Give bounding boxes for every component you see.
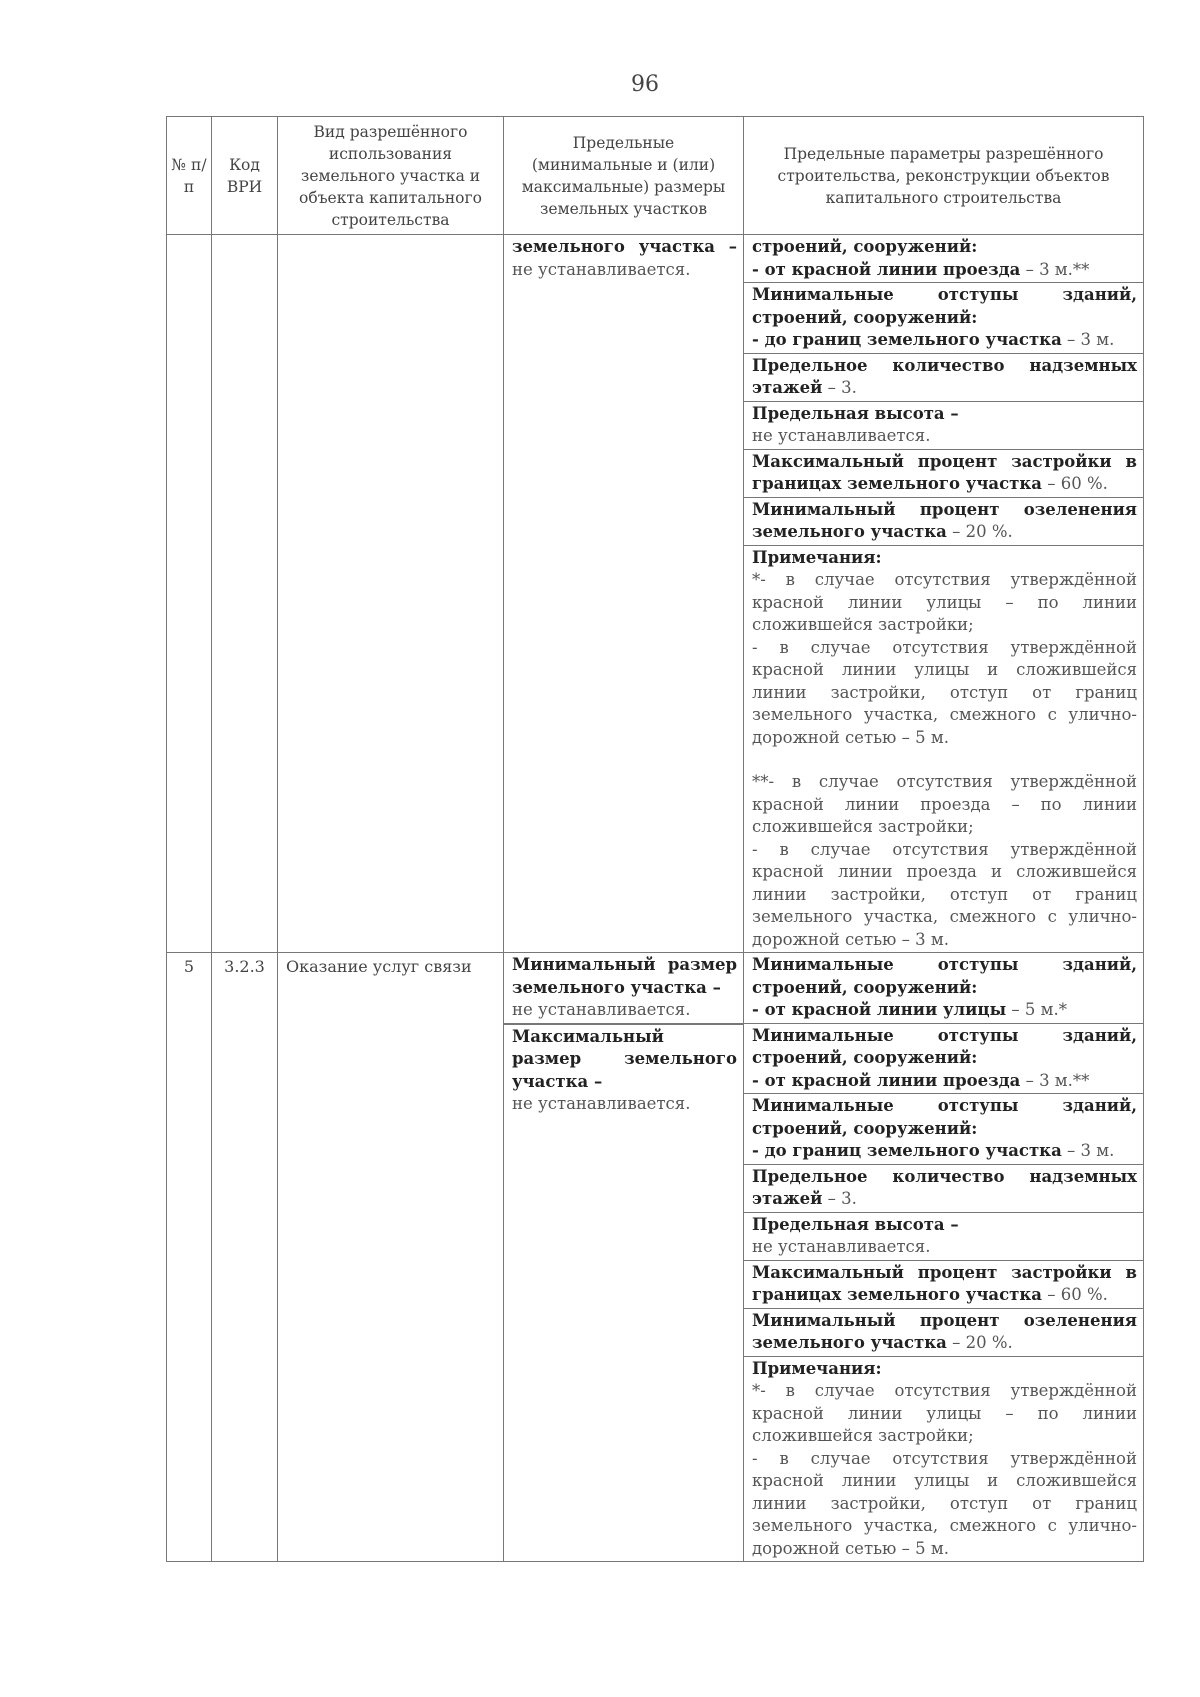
param-label: Предельная высота – — [752, 403, 959, 423]
param-value: не устанавливается. — [752, 426, 931, 445]
vri-cell — [278, 235, 504, 953]
notes-block — [744, 1356, 1143, 1562]
param-label: строений, сооружений: — [752, 237, 978, 256]
note-text: *- в случае отсутствия утверждённой красной линии улицы – по линии сложившейся застройки; — [752, 570, 1137, 634]
params-cell — [744, 953, 1144, 1562]
param-block — [744, 1308, 1143, 1356]
param-label: Предельная высота – — [752, 1214, 959, 1234]
param-value: не устанавливается. — [752, 1237, 931, 1256]
param-label: Минимальные отступы зданий, строений, сооружений: — [752, 1025, 1137, 1067]
param-label: Минимальный процент озеленения земельного участка — [752, 1310, 1137, 1352]
param-label: Минимальные отступы зданий, строений, сооружений: — [752, 955, 1137, 997]
param-label: - от красной линии проезда — [752, 1070, 1021, 1090]
note-text — [752, 749, 1137, 771]
params-cell — [744, 235, 1144, 953]
param-label: Максимальный процент застройки в границах земельного участка — [752, 451, 1137, 493]
num-cell — [167, 235, 212, 953]
header-params: Предельные параметры разрешённого строительства, реконструкции объектов капитального строительства — [744, 117, 1144, 235]
notes-block — [744, 545, 1143, 953]
param-block — [744, 353, 1143, 401]
param-label: Предельное количество надземных этажей — [752, 1166, 1137, 1208]
size-cell — [504, 235, 744, 953]
param-label: Предельное количество надземных этажей — [752, 355, 1137, 397]
param-value: – 3 м. — [1061, 330, 1115, 349]
table-row-continued — [167, 235, 1144, 953]
param-block — [744, 401, 1143, 449]
param-label: Минимальные отступы зданий, строений, сооружений: — [752, 1096, 1137, 1138]
header-code: Код ВРИ — [212, 117, 278, 235]
param-block — [744, 1212, 1143, 1260]
vri-name: Оказание услуг связи — [278, 953, 504, 1562]
param-value: – 60 %. — [1041, 1285, 1108, 1304]
note-text: *- в случае отсутствия утверждённой красной линии улицы – по линии сложившейся застройки; — [752, 1381, 1137, 1445]
size-value: не устанавливается. — [512, 1000, 691, 1019]
param-block — [744, 953, 1143, 1023]
param-value: – 3 м.** — [1020, 1070, 1090, 1090]
param-value: – 5 м.* — [1006, 1000, 1067, 1019]
size-value: не устанавливается. — [512, 259, 691, 279]
param-block — [744, 1093, 1143, 1164]
param-value: – 3 м. — [1061, 1141, 1115, 1160]
notes-title: Примечания: — [752, 547, 882, 567]
note-text: - в случае отсутствия утверждённой красной линии улицы и сложившейся линии застройки, отступ от границ земельного участка, смежного с улично-дорожной сетью – 5 м. — [752, 637, 1137, 747]
row-number: 5 — [167, 953, 212, 1562]
param-block — [744, 449, 1143, 497]
page-number: 96 — [631, 72, 659, 97]
size-block — [504, 953, 743, 1024]
size-label: Минимальный размер земельного участка – — [512, 955, 737, 997]
param-label: Минимальный процент озеленения земельного участка — [752, 499, 1137, 541]
param-label: - до границ земельного участка — [752, 330, 1062, 349]
note-text: - в случае отсутствия утверждённой красной линии улицы и сложившейся линии застройки, отступ от границ земельного участка, смежного с улично-дорожной сетью – 5 м. — [752, 1448, 1137, 1558]
note-text: **- в случае отсутствия утверждённой красной линии проезда – по линии сложившейся застройки; — [752, 772, 1137, 836]
size-block — [504, 235, 743, 282]
param-label: - от красной линии проезда — [752, 259, 1021, 279]
param-block — [744, 497, 1143, 545]
param-label: - до границ земельного участка — [752, 1141, 1062, 1160]
size-value: не устанавливается. — [512, 1094, 691, 1113]
param-value: – 20 %. — [946, 1333, 1013, 1352]
note-text: - в случае отсутствия утверждённой красной линии проезда и сложившейся линии застройки, отступ от границ земельного участка, смежного с улично-дорожной сетью – 3 м. — [752, 839, 1137, 949]
regulations-table — [166, 116, 1144, 1562]
vri-code: 3.2.3 — [212, 953, 278, 1562]
param-value: – 3. — [822, 1189, 857, 1208]
header-size: Предельные (минимальные и (или) максимальные) размеры земельных участков — [504, 117, 744, 235]
param-value: – 3 м.** — [1020, 259, 1090, 279]
size-label: земельного участка – — [512, 237, 737, 256]
param-label: Максимальный процент застройки в границах земельного участка — [752, 1262, 1137, 1304]
table-row — [167, 953, 1144, 1562]
param-value: – 20 %. — [946, 522, 1013, 541]
param-label: Минимальные отступы зданий, строений, сооружений: — [752, 285, 1137, 327]
param-block — [744, 235, 1143, 282]
param-block — [744, 1260, 1143, 1308]
param-block — [744, 1023, 1143, 1094]
size-block — [504, 1024, 743, 1117]
param-block — [744, 282, 1143, 353]
param-label: - от красной линии улицы — [752, 1000, 1007, 1019]
header-num: № п/п — [167, 117, 212, 235]
size-label: Максимальный размер земельного участка – — [512, 1026, 737, 1091]
size-cell — [504, 953, 744, 1562]
param-value: – 3. — [822, 378, 857, 397]
param-block — [744, 1164, 1143, 1212]
param-value: – 60 %. — [1041, 474, 1108, 493]
header-vri: Вид разрешённого использования земельного участка и объекта капитального строительства — [278, 117, 504, 235]
notes-title: Примечания: — [752, 1358, 882, 1378]
table-header-row — [167, 117, 1144, 235]
code-cell — [212, 235, 278, 953]
